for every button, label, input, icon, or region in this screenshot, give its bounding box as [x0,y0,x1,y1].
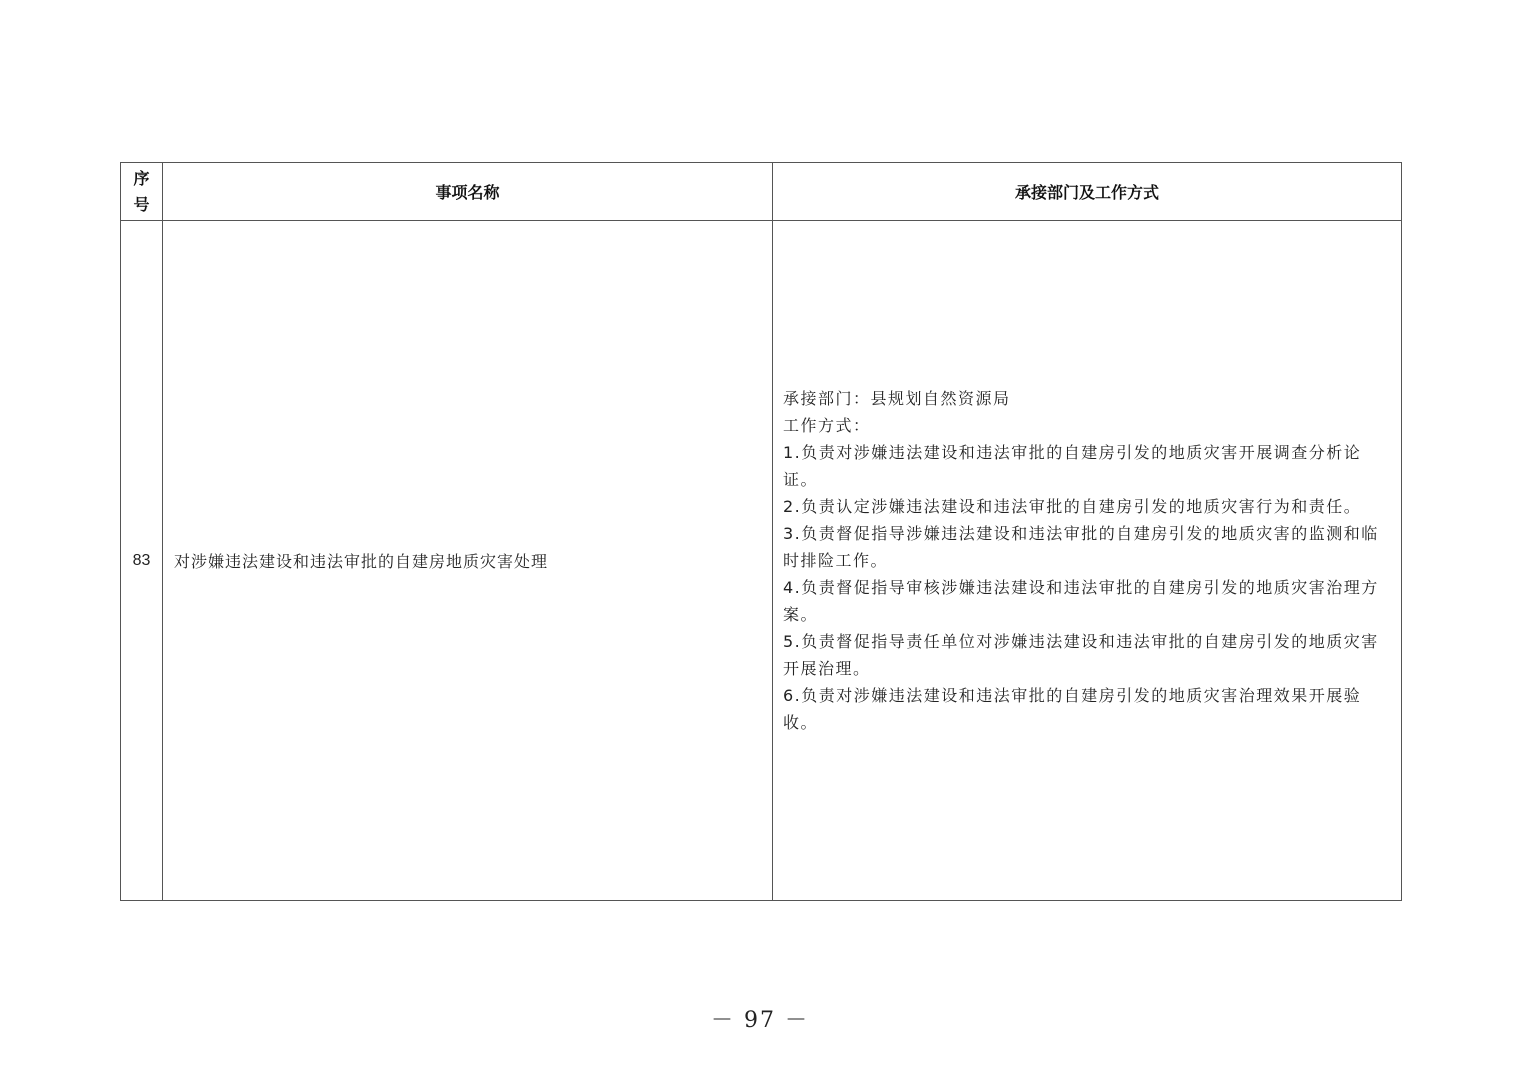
dept-line: 6.负责对涉嫌违法建设和违法审批的自建房引发的地质灾害治理效果开展验收。 [783,686,1362,732]
table-header-row [121,163,1402,221]
dept-line: 5.负责督促指导责任单位对涉嫌违法建设和违法审批的自建房引发的地质灾害开展治理。 [783,632,1379,678]
dept-line: 2.负责认定涉嫌违法建设和违法审批的自建房引发的地质灾害行为和责任。 [783,497,1362,516]
dept-line: 4.负责督促指导审核涉嫌违法建设和违法审批的自建房引发的地质灾害治理方案。 [783,578,1379,624]
dept-line: 3.负责督促指导涉嫌违法建设和违法审批的自建房引发的地质灾害的监测和临时排险工作。 [783,524,1379,570]
matters-table [120,162,1402,901]
header-number-line2: 号 [133,194,150,214]
header-number [121,163,163,221]
dept-line: 1.负责对涉嫌违法建设和违法审批的自建房引发的地质灾害开展调查分析论证。 [783,443,1362,489]
table-row [121,221,1402,901]
header-item-name: 事项名称 [163,163,773,221]
dept-line: 承接部门：县规划自然资源局 [783,389,1011,408]
row-number: 83 [121,221,163,901]
row-item-name: 对涉嫌违法建设和违法审批的自建房地质灾害处理 [163,221,773,901]
row-dept-method [773,221,1402,901]
header-number-line1: 序 [133,168,150,188]
dept-line: 工作方式： [783,416,871,435]
header-dept-method: 承接部门及工作方式 [773,163,1402,221]
page-number: － 97 － [711,1008,809,1033]
